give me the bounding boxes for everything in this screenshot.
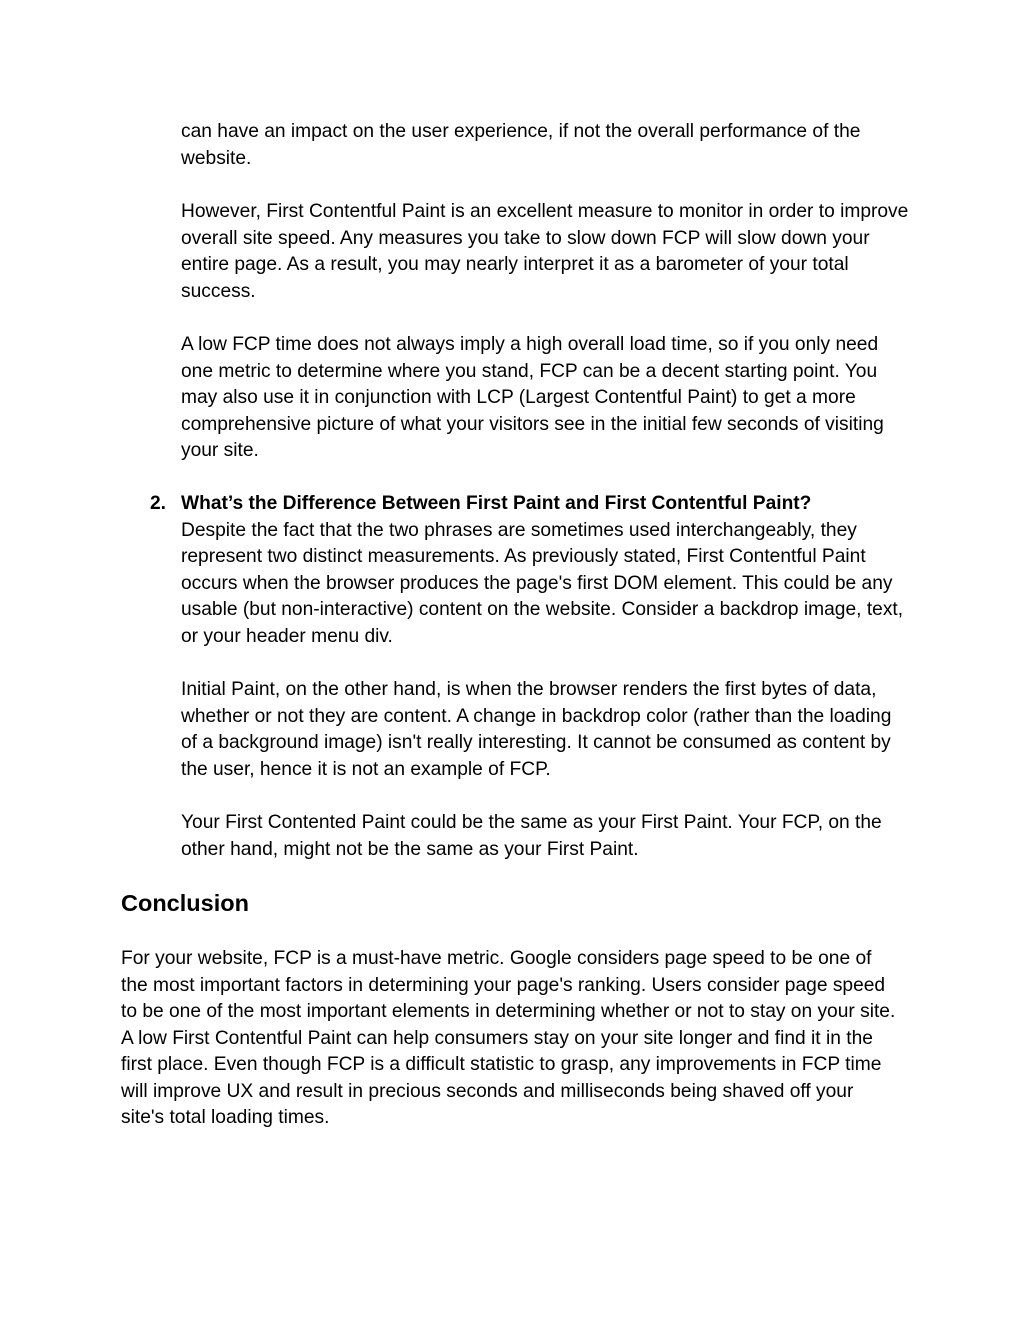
list-item-heading: What’s the Difference Between First Paint and First Contentful Paint?: [181, 493, 812, 514]
list-item-paragraph-3: Your First Contented Paint could be the same as your First Paint. Your FCP, on the other hand, might not be the same as your First Paint.: [181, 812, 882, 860]
conclusion-paragraph: For your website, FCP is a must-have metric. Google considers page speed to be one of the most important factors in determining your page's ranking. Users consider page speed to be one of the most important elements in determining whether or not to stay on your site. A low First Contentful Paint can help consumers stay on your site longer and find it in the first place. Even though FCP is a difficult statistic to grasp, any improvements in FCP time will improve UX and result in precious seconds and milliseconds being shaved off your site's total loading times.: [121, 948, 896, 1128]
list-item: [181, 491, 909, 650]
intro-paragraph-1: can have an impact on the user experience, if not the overall performance of the website.: [181, 121, 861, 169]
intro-paragraph-3: A low FCP time does not always imply a high overall load time, so if you only need one metric to determine where you stand, FCP can be a decent starting point. You may also use it in conjunction with LCP (Largest Contentful Paint) to get a more comprehensive picture of what your visitors see in the initial few seconds of visiting your site.: [181, 334, 884, 461]
list-item-number: 2.: [150, 493, 167, 514]
intro-paragraph-2: However, First Contentful Paint is an excellent measure to monitor in order to improve overall site speed. Any measures you take to slow down FCP will slow down your entire page. As a result, you may nearly interpret it as a barometer of your total success.: [181, 201, 909, 302]
list-item-paragraph-1: Despite the fact that the two phrases are sometimes used interchangeably, they represent two distinct measurements. As previously stated, First Contentful Paint occurs when the browser produces the page's first DOM element. This could be any usable (but non-interactive) content on the website. Consider a backdrop image, text, or your header menu div.: [181, 519, 904, 647]
list-item-paragraph-2: Initial Paint, on the other hand, is when the browser renders the first bytes of data, whether or not they are content. A change in backdrop color (rather than the loading of a background image) isn't really interesting. It cannot be consumed as content by the user, hence it is not an example of FCP.: [181, 679, 892, 780]
conclusion-heading: Conclusion: [121, 890, 249, 916]
